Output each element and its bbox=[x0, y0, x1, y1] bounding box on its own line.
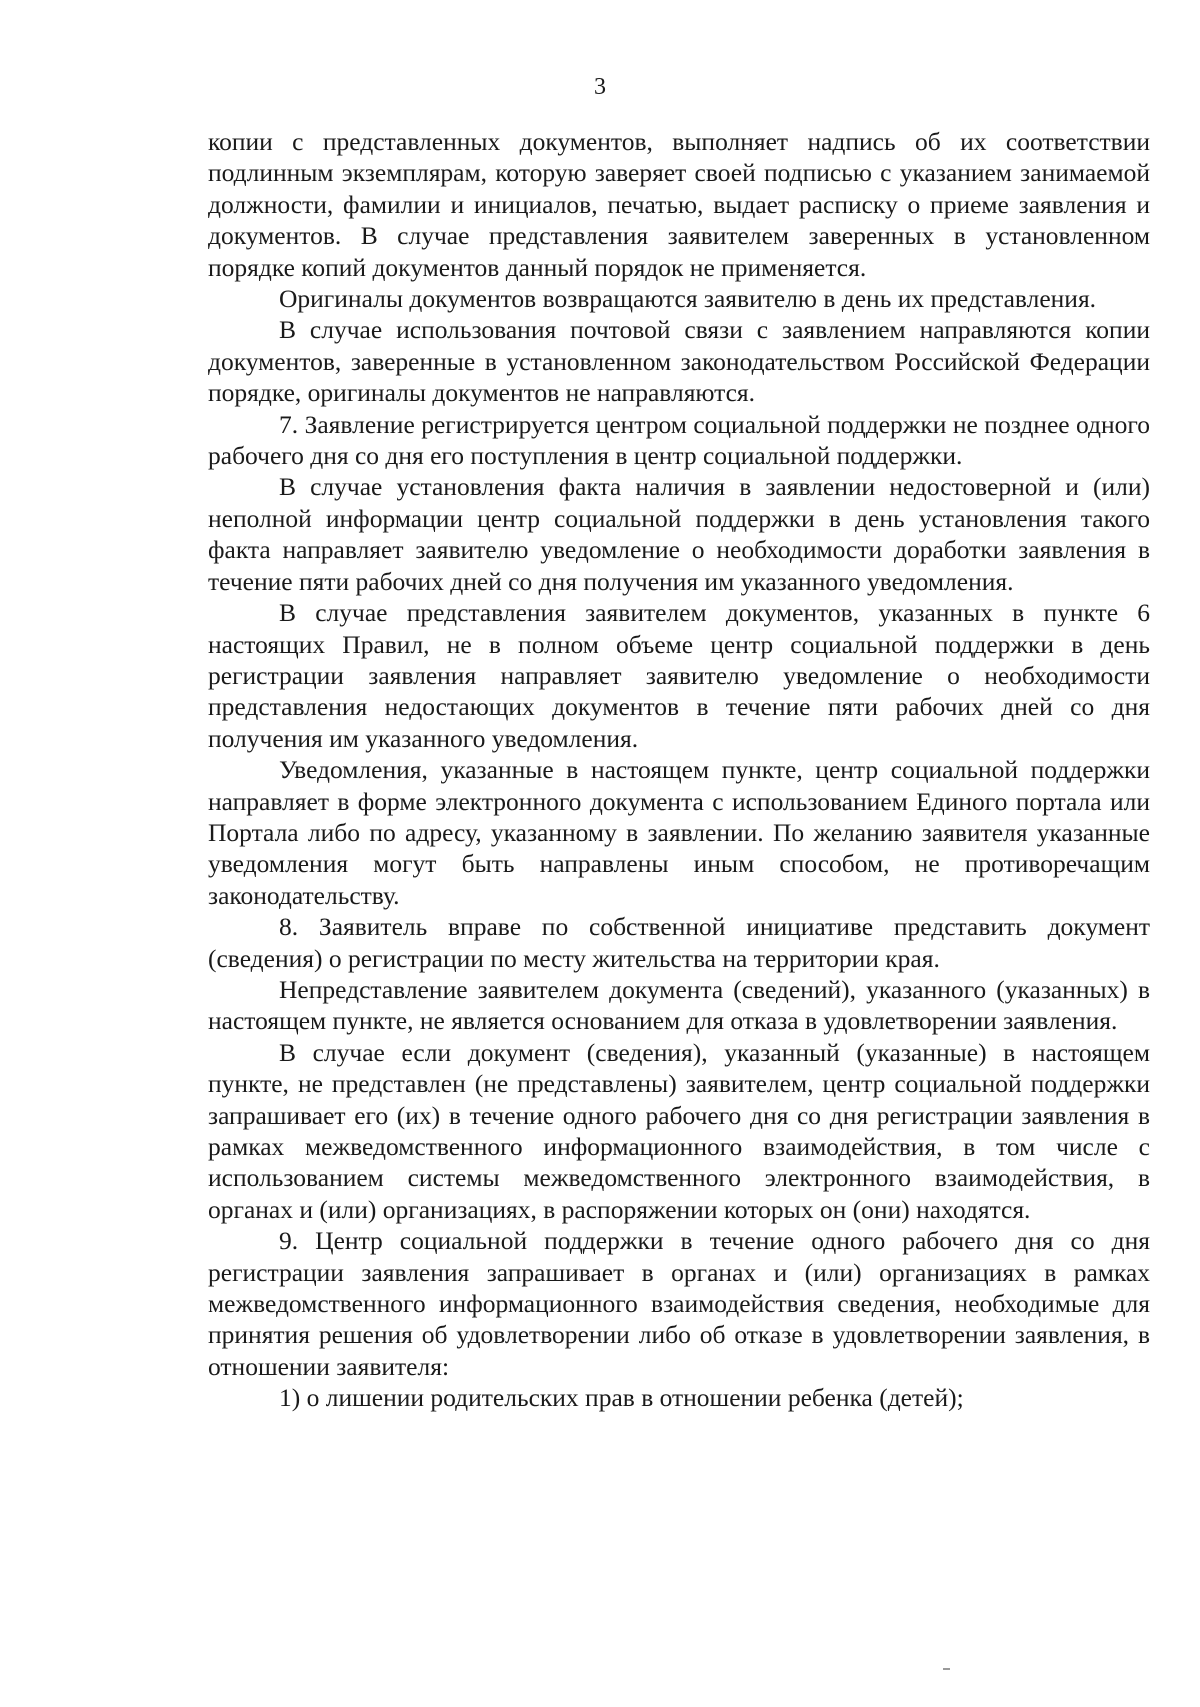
paragraph-item-8: 8. Заявитель вправе по собственной инициативе представить документ (сведения) о регистрации по месту жительства на территории края. bbox=[208, 912, 1150, 973]
paragraph-non-submission: Непредставление заявителем документа (сведений), указанного (указанных) в настоящем пункте, не является основанием для отказа в удовлетворении заявления. bbox=[208, 974, 1150, 1036]
document-body bbox=[208, 126, 1150, 1414]
paragraph-incomplete-documents: В случае представления заявителем документов, указанных в пункте 6 настоящих Правил, не в полном объеме центр социальной поддержки в день регистрации заявления направляет заявителю уведомление о необходимости представления недостающих документов в течение пяти рабочих дней со дня получения им указанного уведомления. bbox=[208, 598, 1150, 753]
paragraph-unreliable-info: В случае установления факта наличия в заявлении недостоверной и (или) неполной информации центр социальной поддержки в день установления такого факта направляет заявителю уведомление о необходимости доработки заявления в течение пяти рабочих дней со дня получения им указанного уведомления. bbox=[208, 472, 1150, 596]
paragraph-continuation: копии с представленных документов, выполняет надпись об их соответствии подлинным экземплярам, которую заверяет своей подписью с указанием занимаемой должности, фамилии и инициалов, печатью, выдает расписку о приеме заявления и документов. В случае представления заявителем заверенных в установленном порядке копий документов данный порядок не применяется. bbox=[208, 127, 1150, 282]
list-item-1: 1) о лишении родительских прав в отношении ребенка (детей); bbox=[279, 1383, 964, 1413]
page-number: 3 bbox=[594, 74, 606, 100]
paragraph-postal-service: В случае использования почтовой связи с заявлением направляются копии документов, заверенные в установленном законодательством Российской Федерации порядке, оригиналы документов не направляются. bbox=[208, 315, 1150, 408]
paragraph-interagency-request: В случае если документ (сведения), указанный (указанные) в настоящем пункте, не представлен (не представлены) заявителем, центр социальной поддержки запрашивает его (их) в течение одного рабочего дня со дня регистрации заявления в рамках межведомственного информационного взаимодействия, в том числе с использованием системы межведомственного электронного взаимодействия, в органах и (или) организациях, в распоряжении которых он (они) находятся. bbox=[208, 1037, 1150, 1224]
paragraph-originals-returned: Оригиналы документов возвращаются заявителю в день их представления. bbox=[279, 284, 1097, 314]
paragraph-item-7: 7. Заявление регистрируется центром социальной поддержки не позднее одного рабочего дня со дня его поступления в центр социальной поддержки. bbox=[208, 409, 1150, 471]
paragraph-item-9: 9. Центр социальной поддержки в течение одного рабочего дня со дня регистрации заявления запрашивает в органах и (или) организациях в рамках межведомственного информационного взаимодействия сведения, необходимые для принятия решения об удовлетворении либо об отказе в удовлетворении заявления, в отношении заявителя: bbox=[208, 1226, 1150, 1381]
scan-speck bbox=[943, 1668, 950, 1670]
paragraph-notifications: Уведомления, указанные в настоящем пункте, центр социальной поддержки направляет в форме электронного документа с использованием Единого портала или Портала либо по адресу, указанному в заявлении. По желанию заявителя указанные уведомления могут быть направлены иным способом, не противоречащим законодательству. bbox=[208, 755, 1150, 910]
